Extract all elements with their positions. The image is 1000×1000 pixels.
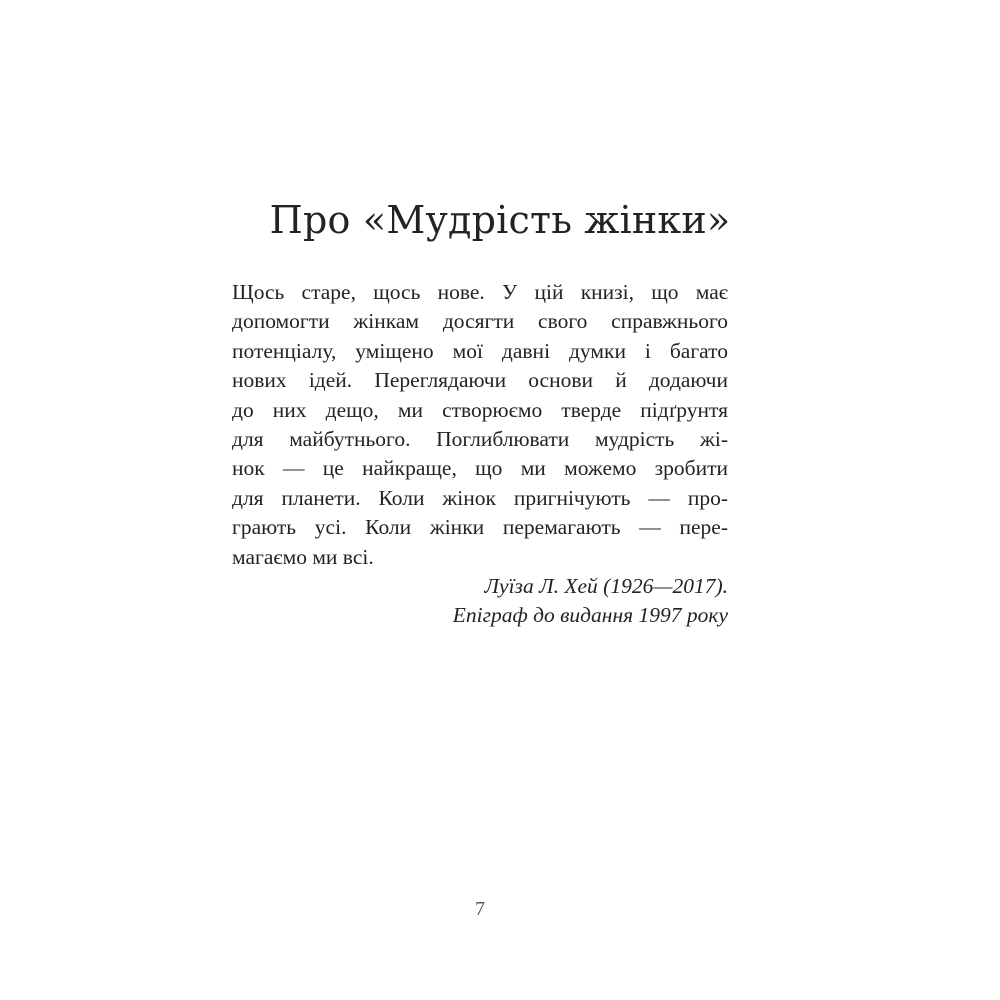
epigraph-author: Луїза Л. Хей (1926—2017). <box>484 573 728 598</box>
epigraph-line: нових ідей. Переглядаючи основи й додаючи <box>232 368 728 393</box>
epigraph-line: для майбутнього. Поглиблювати мудрість жі- <box>232 426 728 451</box>
page-title: Про «Мудрість жінки» <box>269 198 731 242</box>
epigraph-line: до них дещо, ми створюємо тверде підґрунтя <box>232 397 728 422</box>
page-number: 7 <box>475 898 485 920</box>
epigraph-line: допомогти жінкам досягти свого справжнього <box>232 309 728 334</box>
epigraph-line: нок — це найкраще, що ми можемо зробити <box>232 456 728 481</box>
epigraph-text <box>232 278 728 631</box>
epigraph-line: для планети. Коли жінок пригнічують — про- <box>232 485 728 510</box>
epigraph-line: потенціалу, уміщено мої давні думки і багато <box>232 338 728 363</box>
epigraph-line: магаємо ми всі. <box>232 544 374 569</box>
epigraph-line: грають усі. Коли жінки перемагають — пере- <box>232 515 728 540</box>
epigraph-line: Щось старе, щось нове. У цій книзі, що має <box>232 280 728 304</box>
epigraph-source: Епіграф до видання 1997 року <box>452 603 728 628</box>
